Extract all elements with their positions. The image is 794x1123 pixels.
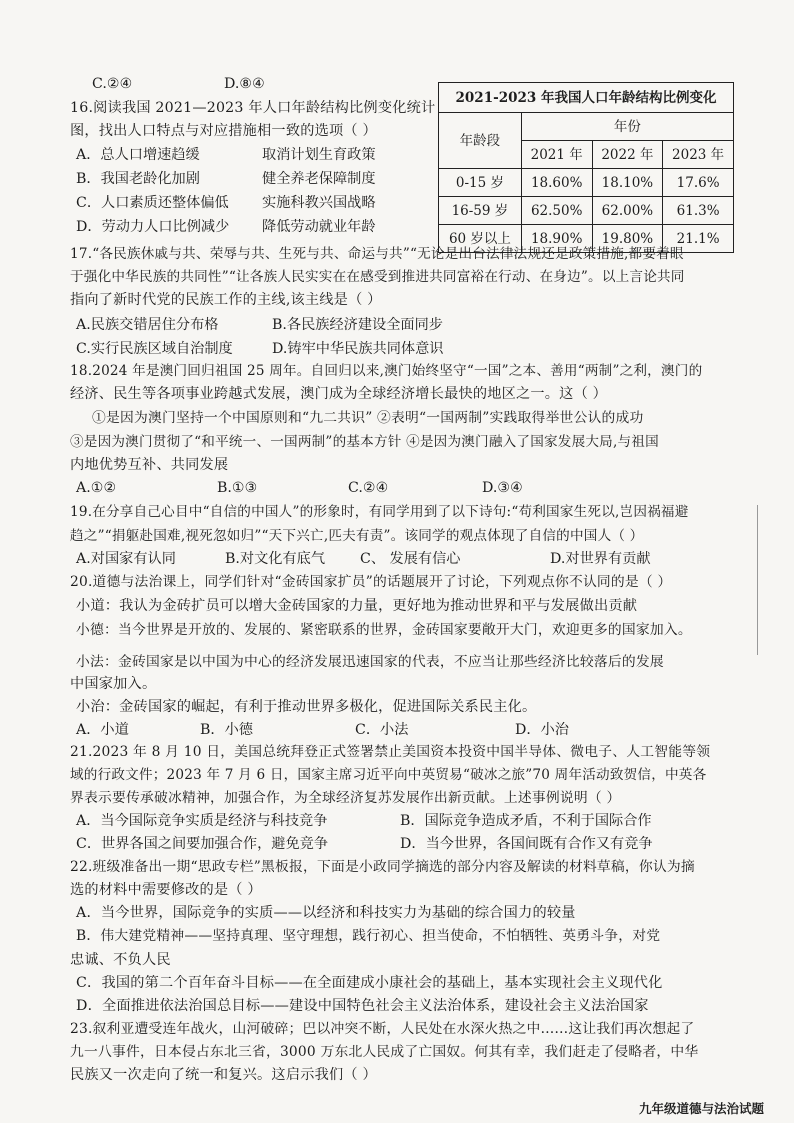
q20-line-6: 小治：金砖国家的崛起，有利于推动世界多极化，促进国际关系民主化。 (76, 699, 537, 715)
table-row-header: 年龄段 (439, 113, 522, 169)
q20-option-b: B．小德 (200, 722, 253, 738)
q23-line-2: 九一八事件，日本侵占东北三省，3000 万东北人民成了亡国奴。何其有幸，我们赶走了侵略者，中华 (70, 1044, 699, 1060)
q17-option-b: B.各民族经济建设全面同步 (272, 317, 443, 333)
margin-line (757, 505, 758, 655)
q21-option-c: C．世界各国之间要加强合作，避免竞争 (76, 836, 329, 852)
table-row-label: 0-15 岁 (439, 169, 522, 197)
q19-option-c: C、 发展有信心 (360, 551, 461, 567)
q21-option-a: A．当今国际竞争实质是经济与科技竞争 (76, 813, 328, 829)
table-cell: 61.3% (663, 197, 734, 225)
q20-line-1: 20.道德与法治课上，同学们针对“金砖国家扩员”的话题展开了讨论，下列观点你不认同的是（ ） (70, 574, 672, 590)
table-cell: 62.00% (592, 197, 663, 225)
q17-line-1: 17.“各民族休戚与共、荣辱与共、生死与共、命运与共”“无论是出台法律法规还是政策措施,都要着眼 (70, 246, 684, 262)
q18-line-5: 内地优势互补、共同发展 (70, 457, 229, 473)
table-cell: 62.50% (521, 197, 592, 225)
q16-option-a-measure: 取消计划生育政策 (262, 147, 376, 163)
q17-line-2: 于强化中华民族的共同性”“让各族人民实实在在感受到推进共同富裕在行动、在身边”。以上言论共同 (70, 269, 685, 285)
q21-option-d: D．当今世界，各国间既有合作又有竞争 (400, 836, 653, 852)
table-cell: 19.80% (592, 225, 663, 253)
q20-line-2: 小道：我认为金砖扩员可以增大金砖国家的力量，更好地为推动世界和平与发展做出贡献 (76, 598, 638, 614)
q16-option-a: A．总人口增速趋缓 (76, 147, 200, 163)
q16-option-d-measure: 降低劳动就业年龄 (262, 219, 376, 235)
q19-option-d: D.对世界有贡献 (550, 551, 651, 567)
q20-option-a: A．小道 (76, 722, 129, 738)
q20-line-3: 小德：当今世界是开放的、发展的、紧密联系的世界，金砖国家要敞开大门，欢迎更多的国家加入。 (76, 622, 692, 638)
table-year: 2022 年 (592, 141, 663, 169)
q21-line-1: 21.2023 年 8 月 10 日，美国总统拜登正式签署禁止美国资本投资中国半导体、微电子、人工智能等领 (70, 744, 711, 760)
q16-option-d: D．劳动力人口比例减少 (76, 219, 230, 235)
q18-option-a: A.①② (76, 480, 117, 496)
q19-line-1: 19.在分享自己心目中“自信的中国人”的形象时，有同学用到了以下诗句:“苟利国家生死以,岂因祸福避 (70, 504, 689, 520)
table-year: 2021 年 (521, 141, 592, 169)
table-caption: 2021-2023 年我国人口年龄结构比例变化 (439, 83, 734, 113)
q22-option-c: C．我国的第二个百年奋斗目标——在全面建成小康社会的基础上，基本实现社会主义现代化 (76, 975, 663, 991)
table-cell: 17.6% (663, 169, 734, 197)
q20-option-d: D．小治 (515, 722, 569, 738)
q22-option-a: A．当今世界，国际竞争的实质——以经济和科技实力为基础的综合国力的较量 (76, 905, 576, 921)
q22-line-2: 选的材料中需要修改的是（ ） (70, 882, 262, 898)
q19-option-a: A.对国家有认同 (76, 551, 176, 567)
option-c: C.②④ (92, 76, 133, 92)
q16-option-c: C．人口素质还整体偏低 (76, 195, 229, 211)
table-row-label: 16-59 岁 (439, 197, 522, 225)
table-cell: 18.90% (521, 225, 592, 253)
page-footer: 九年级道德与法治试题 (638, 1101, 764, 1116)
population-age-table (438, 82, 734, 253)
q17-option-a: A.民族交错居住分布格 (76, 317, 219, 333)
q18-line-1: 18.2024 年是澳门回归祖国 25 周年。自回归以来,澳门始终坚守“一国”之本、善用“两制”之利，澳门的 (70, 363, 703, 379)
table-cell: 18.10% (592, 169, 663, 197)
q22-option-b: B．伟大建党精神——坚持真理、坚守理想，践行初心、担当使命，不怕牺牲、英勇斗争，对党 (76, 928, 661, 944)
q16-option-c-measure: 实施科教兴国战略 (262, 195, 376, 211)
q21-option-b: B．国际竞争造成矛盾，不利于国际合作 (400, 813, 652, 829)
q23-line-3: 民族又一次走向了统一和复兴。这启示我们（ ） (70, 1067, 377, 1083)
q22-line-1: 22.班级准备出一期“思政专栏”黑板报，下面是小政同学摘选的部分内容及解读的材料草稿，你认为摘 (70, 859, 695, 875)
table-row-label: 60 岁以上 (439, 225, 522, 253)
q20-line-5: 中国家加入。 (70, 676, 157, 692)
q20-line-4: 小法：金砖国家是以中国为中心的经济发展迅速国家的代表，不应当让那些经济比较落后的发展 (76, 654, 664, 670)
q17-line-3: 指向了新时代党的民族工作的主线,该主线是（ ） (70, 292, 382, 308)
table-row (439, 197, 734, 225)
table-row (439, 169, 734, 197)
q19-line-2: 趋之”“捐躯赴国难,视死忽如归”“天下兴亡,匹夫有责”。该同学的观点体现了自信的中国人（ ） (70, 528, 644, 544)
q17-option-d: D.铸牢中华民族共同体意识 (272, 341, 444, 357)
q18-option-d: D.③④ (482, 480, 523, 496)
q16-option-b-measure: 健全养老保障制度 (262, 171, 376, 187)
table-cell: 21.1% (663, 225, 734, 253)
q18-line-4: ③是因为澳门贯彻了“和平统一、一国两制”的基本方针 ④是因为澳门融入了国家发展大局,与祖国 (70, 434, 659, 450)
q18-option-b: B.①③ (217, 480, 258, 496)
q18-line-3: ①是因为澳门坚持一个中国原则和“九二共识” ②表明“一国两制”实践取得举世公认的成功 (92, 410, 644, 426)
q22-option-d: D．全面推进依法治国总目标——建设中国特色社会主义法治体系，建设社会主义法治国家 (76, 998, 649, 1014)
q23-line-1: 23.叙利亚遭受连年战火，山河破碎；巴以冲突不断，人民处在水深火热之中……这让我们再次想起了 (70, 1021, 695, 1037)
table-year: 2023 年 (663, 141, 734, 169)
q21-line-2: 域的行政文件；2023 年 7 月 6 日，国家主席习近平向中英贸易“破冰之旅”70 周年活动致贺信，中英各 (70, 767, 707, 783)
table-cell: 18.60% (521, 169, 592, 197)
q16-stem-line-1: 16.阅读我国 2021—2023 年人口年龄结构比例变化统计 (70, 100, 436, 116)
q22-option-b-cont: 忠诚、不负人民 (70, 952, 171, 968)
q21-line-3: 界表示要传承破冰精神，加强合作，为全球经济复苏发展作出新贡献。上述事例说明（ ） (70, 790, 621, 806)
q19-option-b: B.对文化有底气 (225, 551, 326, 567)
q17-option-c: C.实行民族区域自治制度 (76, 341, 233, 357)
q20-option-c: C．小法 (355, 722, 409, 738)
q16-option-b: B．我国老龄化加剧 (76, 171, 200, 187)
option-d: D.⑧④ (224, 76, 265, 92)
q16-stem-line-2: 图，找出人口特点与对应措施相一致的选项（ ） (70, 123, 377, 139)
table-col-group: 年份 (521, 113, 733, 141)
q18-option-c: C.②④ (348, 480, 389, 496)
q18-line-2: 经济、民生等各项事业跨越式发展，澳门成为全球经济增长最快的地区之一。这（ ） (70, 386, 608, 402)
